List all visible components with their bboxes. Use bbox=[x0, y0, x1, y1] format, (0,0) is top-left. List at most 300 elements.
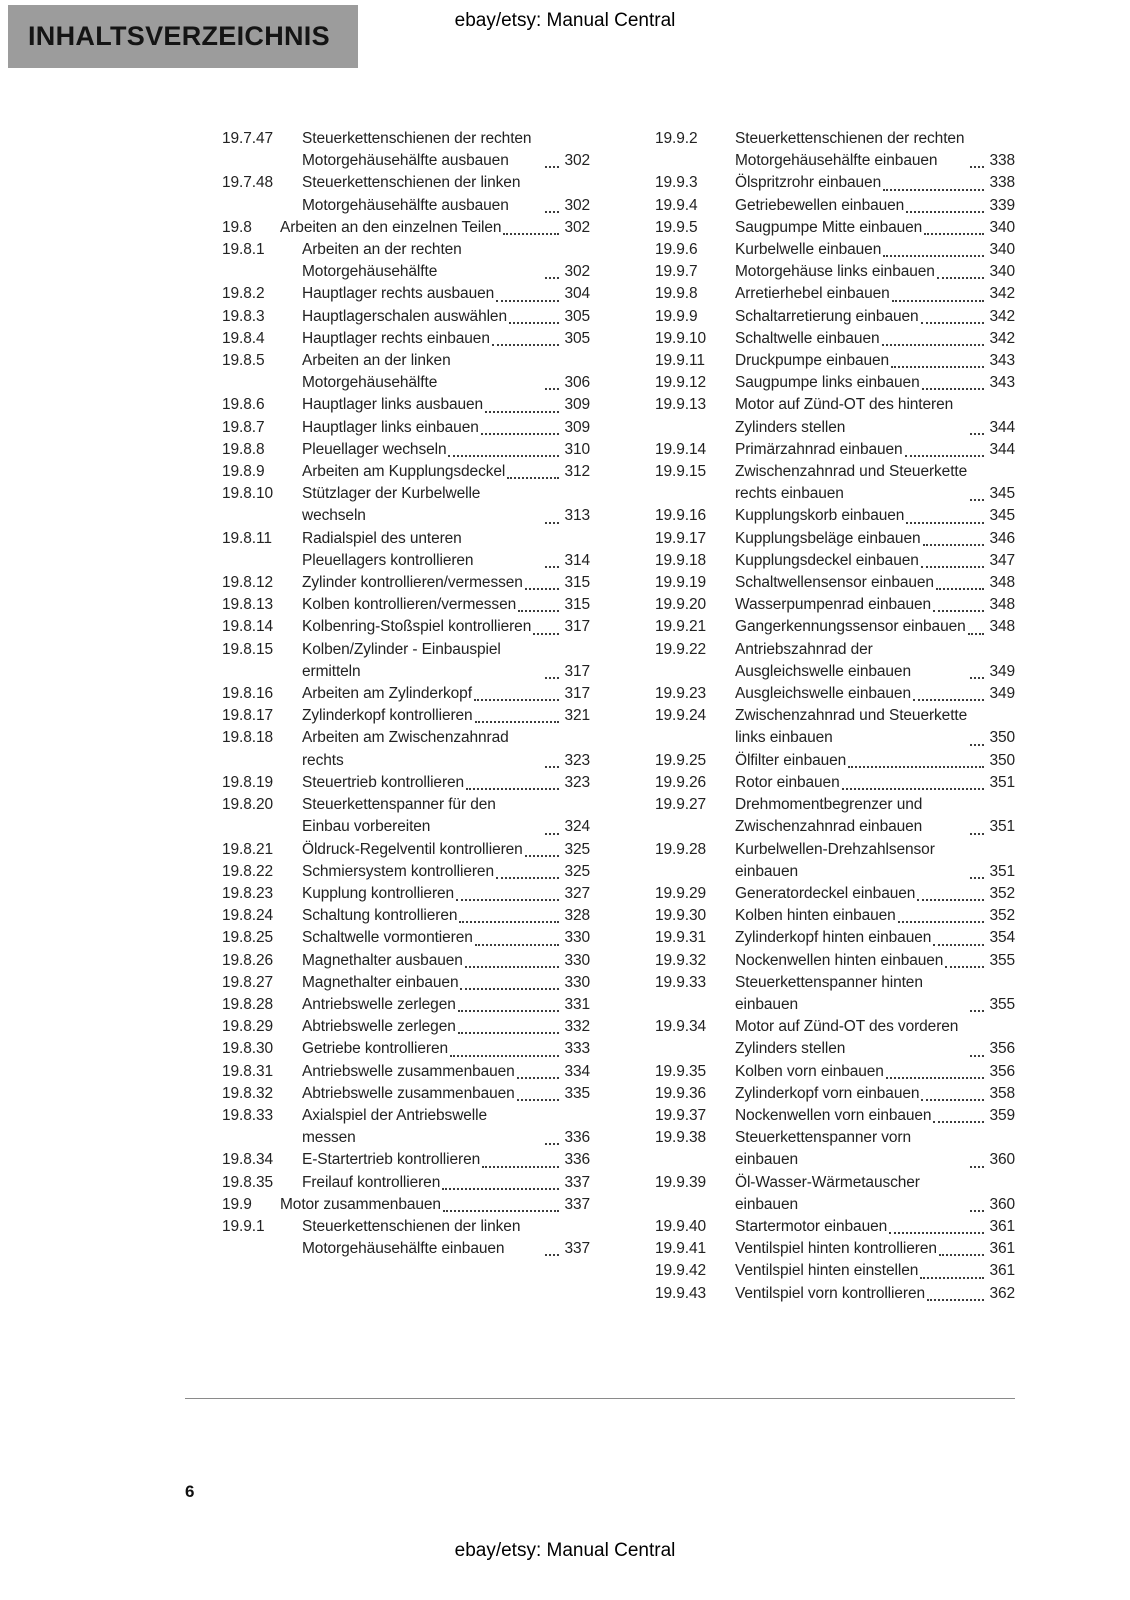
toc-leader-dots bbox=[970, 1166, 984, 1168]
toc-entry-page: 325 bbox=[564, 862, 590, 880]
toc-entry-number: 19.8.22 bbox=[222, 862, 274, 880]
toc-entry-number: 19.9.16 bbox=[655, 507, 707, 525]
toc-entry-number: 19.8.31 bbox=[222, 1062, 274, 1080]
toc-entry-body bbox=[302, 905, 590, 927]
toc-entry-page: 346 bbox=[989, 529, 1015, 547]
toc-entry-body bbox=[302, 1216, 590, 1260]
toc-entry-body bbox=[302, 705, 590, 727]
toc-leader-dots bbox=[442, 1188, 559, 1190]
toc-entry-title: Kolben/Zylinder - Einbauspiel ermitteln bbox=[302, 640, 501, 680]
toc-entry-body bbox=[735, 705, 1015, 749]
toc-entry bbox=[222, 572, 590, 594]
toc-entry-body bbox=[735, 439, 1015, 461]
toc-entry-title: Nockenwellen vorn einbauen bbox=[735, 1106, 932, 1124]
toc-entry-title: Ölfilter einbauen bbox=[735, 751, 847, 769]
toc-leader-dots bbox=[509, 322, 559, 324]
toc-entry-title: Ausgleichswelle einbauen bbox=[735, 685, 911, 703]
toc-entry-number: 19.8.7 bbox=[222, 418, 265, 436]
toc-entry-body bbox=[302, 461, 590, 483]
toc-entry-number: 19.9.6 bbox=[655, 241, 698, 259]
toc-entry-number: 19.9.11 bbox=[655, 352, 705, 370]
toc-entry bbox=[222, 861, 590, 883]
toc-entry-number: 19.8.11 bbox=[222, 529, 272, 547]
toc-leader-dots bbox=[465, 966, 560, 968]
toc-entry-body bbox=[302, 861, 590, 883]
toc-entry-title: Zwischenzahnrad und Steuerkette links einbauen bbox=[735, 707, 968, 747]
toc-leader-dots bbox=[924, 233, 984, 235]
toc-leader-dots bbox=[970, 833, 984, 835]
toc-entry bbox=[222, 683, 590, 705]
toc-entry-body bbox=[302, 839, 590, 861]
toc-entry-body bbox=[302, 950, 590, 972]
toc-entry-title: Steuerkettenschienen der rechten Motorgehäusehälfte ausbauen bbox=[302, 130, 532, 170]
toc-leader-dots bbox=[450, 1055, 559, 1057]
toc-leader-dots bbox=[905, 455, 985, 457]
toc-entry-title: Magnethalter ausbauen bbox=[302, 951, 463, 969]
document-title-footer: ebay/etsy: Manual Central bbox=[454, 1540, 676, 1561]
toc-entry-page: 337 bbox=[564, 1195, 590, 1213]
toc-entry-body bbox=[735, 950, 1015, 972]
toc-entry-page: 302 bbox=[564, 196, 590, 214]
toc-leader-dots bbox=[481, 433, 560, 435]
toc-leader-dots bbox=[883, 255, 984, 257]
toc-entry-title: Zylinder kontrollieren/vermessen bbox=[302, 574, 523, 592]
toc-entry-body bbox=[735, 195, 1015, 217]
toc-entry-body bbox=[735, 905, 1015, 927]
toc-entry bbox=[222, 461, 590, 483]
toc-entry-page: 325 bbox=[564, 840, 590, 858]
toc-entry-page: 313 bbox=[564, 507, 590, 525]
toc-entry-title: Zylinderkopf kontrollieren bbox=[302, 707, 473, 725]
toc-leader-dots bbox=[927, 1299, 984, 1301]
toc-entry-body bbox=[302, 350, 590, 394]
toc-entry bbox=[655, 372, 1015, 394]
toc-leader-dots bbox=[482, 1166, 559, 1168]
toc-entry bbox=[655, 972, 1015, 1016]
toc-entry bbox=[655, 639, 1015, 683]
toc-entry-body bbox=[302, 683, 590, 705]
toc-entry-page: 347 bbox=[989, 551, 1015, 569]
toc-leader-dots bbox=[933, 610, 984, 612]
toc-entry-body bbox=[735, 328, 1015, 350]
toc-entry bbox=[655, 616, 1015, 638]
toc-leader-dots bbox=[842, 788, 985, 790]
toc-entry-body bbox=[735, 927, 1015, 949]
toc-entry bbox=[222, 1149, 590, 1171]
toc-entry-page: 355 bbox=[989, 995, 1015, 1013]
toc-leader-dots bbox=[492, 344, 560, 346]
toc-entry-body bbox=[302, 616, 590, 638]
toc-entry bbox=[222, 350, 590, 394]
toc-entry-number: 19.9.42 bbox=[655, 1262, 707, 1280]
toc-entry-number: 19.9.4 bbox=[655, 196, 698, 214]
toc-entry-number: 19.9.30 bbox=[655, 907, 707, 925]
toc-entry-title: Schaltarretierung einbauen bbox=[735, 307, 919, 325]
toc-leader-dots bbox=[518, 610, 559, 612]
toc-entry bbox=[222, 994, 590, 1016]
toc-entry-page: 340 bbox=[989, 218, 1015, 236]
toc-entry-number: 19.9.31 bbox=[655, 929, 707, 947]
toc-leader-dots bbox=[970, 499, 984, 501]
toc-entry-number: 19.9.2 bbox=[655, 130, 698, 147]
toc-entry-page: 336 bbox=[564, 1129, 590, 1147]
toc-entry-page: 310 bbox=[564, 440, 590, 458]
toc-entry bbox=[222, 794, 590, 838]
toc-entry-number: 19.9.12 bbox=[655, 374, 707, 392]
toc-entry-number: 19.9.39 bbox=[655, 1173, 707, 1191]
toc-entry bbox=[222, 439, 590, 461]
toc-entry-number: 19.8.33 bbox=[222, 1106, 274, 1124]
toc-entry-title: Schmiersystem kontrollieren bbox=[302, 862, 494, 880]
toc-entry-body bbox=[735, 750, 1015, 772]
toc-leader-dots bbox=[545, 833, 559, 835]
toc-entry-page: 344 bbox=[989, 418, 1015, 436]
toc-entry-number: 19.8.29 bbox=[222, 1018, 274, 1036]
toc-entry-title: Schaltwelle einbauen bbox=[735, 329, 880, 347]
toc-entry bbox=[655, 1172, 1015, 1216]
toc-entry-number: 19.9.24 bbox=[655, 707, 707, 725]
toc-entry-page: 361 bbox=[989, 1217, 1015, 1235]
toc-entry-page: 302 bbox=[564, 152, 590, 170]
toc-entry bbox=[655, 683, 1015, 705]
toc-entry-body bbox=[302, 994, 590, 1016]
toc-entry-body bbox=[735, 461, 1015, 505]
toc-leader-dots bbox=[920, 1277, 984, 1279]
toc-entry-number: 19.8.17 bbox=[222, 707, 274, 725]
toc-entry-page: 315 bbox=[564, 596, 590, 614]
toc-entry-number: 19.9.19 bbox=[655, 574, 707, 592]
toc-entry bbox=[222, 727, 590, 771]
toc-entry-body bbox=[302, 883, 590, 905]
toc-entry-body bbox=[735, 772, 1015, 794]
toc-entry-body bbox=[302, 727, 590, 771]
toc-entry-body bbox=[302, 128, 590, 172]
toc-entry-title: Abtriebswelle zusammenbauen bbox=[302, 1084, 515, 1102]
toc-entry-number: 19.8.32 bbox=[222, 1084, 274, 1102]
toc-entry-title: Steuerkettenschienen der rechten Motorgehäusehälfte einbauen bbox=[735, 130, 965, 170]
toc-entry-page: 337 bbox=[564, 1173, 590, 1191]
toc-leader-dots bbox=[939, 1254, 985, 1256]
toc-entry-page: 351 bbox=[989, 862, 1015, 880]
document-title: ebay/etsy: Manual Central bbox=[454, 10, 676, 31]
toc-entry-number: 19.9.17 bbox=[655, 529, 707, 547]
toc-entry-body bbox=[302, 1038, 590, 1060]
toc-leader-dots bbox=[485, 411, 559, 413]
toc-entry-body bbox=[302, 1061, 590, 1083]
toc-entry-page: 345 bbox=[989, 485, 1015, 503]
toc-entry-page: 342 bbox=[989, 307, 1015, 325]
toc-entry-number: 19.9.1 bbox=[222, 1217, 265, 1235]
toc-entry bbox=[655, 283, 1015, 305]
toc-entry bbox=[655, 883, 1015, 905]
toc-leader-dots bbox=[970, 166, 984, 168]
toc-leader-dots bbox=[545, 766, 559, 768]
toc-entry-number: 19.9.38 bbox=[655, 1129, 707, 1147]
toc-entry bbox=[655, 927, 1015, 949]
toc-leader-dots bbox=[970, 877, 984, 879]
toc-entry-body bbox=[735, 283, 1015, 305]
toc-entry-page: 349 bbox=[989, 662, 1015, 680]
toc-entry-number: 19.8.21 bbox=[222, 840, 274, 858]
toc-entry bbox=[222, 128, 590, 172]
toc-entry-title: Hauptlager rechts ausbauen bbox=[302, 285, 495, 303]
toc-entry bbox=[222, 1083, 590, 1105]
toc-entry-page: 306 bbox=[564, 374, 590, 392]
toc-entry-title: Kurbelwellen-Drehzahlsensor einbauen bbox=[735, 840, 935, 880]
toc-entry bbox=[655, 261, 1015, 283]
toc-leader-dots bbox=[545, 522, 559, 524]
toc-entry-body bbox=[735, 1016, 1015, 1060]
toc-entry-page: 356 bbox=[989, 1040, 1015, 1058]
toc-leader-dots bbox=[921, 566, 985, 568]
toc-entry bbox=[222, 1216, 590, 1260]
toc-entry-body bbox=[302, 528, 590, 572]
toc-entry bbox=[655, 239, 1015, 261]
toc-entry-number: 19.8.24 bbox=[222, 907, 274, 925]
toc-entry-title: Druckpumpe einbauen bbox=[735, 352, 890, 370]
toc-entry-body bbox=[302, 439, 590, 461]
toc-entry-title: Drehmomentbegrenzer und Zwischenzahnrad einbauen bbox=[735, 796, 923, 836]
toc-entry-page: 324 bbox=[564, 818, 590, 836]
toc-leader-dots bbox=[545, 277, 559, 279]
toc-entry bbox=[655, 1127, 1015, 1171]
toc-entry-number: 19.8.18 bbox=[222, 729, 274, 747]
toc-entry-title: Zylinderkopf vorn einbauen bbox=[735, 1084, 920, 1102]
toc-entry-number: 19.9.28 bbox=[655, 840, 707, 858]
toc-entry bbox=[655, 572, 1015, 594]
toc-entry-number: 19.9.3 bbox=[655, 174, 698, 192]
toc-entry bbox=[655, 306, 1015, 328]
toc-entry-body bbox=[735, 639, 1015, 683]
toc-entry-number: 19.9.14 bbox=[655, 440, 707, 458]
toc-leader-dots bbox=[970, 744, 984, 746]
toc-entry-page: 323 bbox=[564, 773, 590, 791]
toc-entry bbox=[655, 550, 1015, 572]
toc-entry-title: Zylinderkopf hinten einbauen bbox=[735, 929, 932, 947]
toc-entry-number: 19.8.3 bbox=[222, 307, 265, 325]
toc-entry bbox=[222, 417, 590, 439]
toc-entry bbox=[655, 1260, 1015, 1282]
toc-entry-page: 304 bbox=[564, 285, 590, 303]
toc-entry-number: 19.9.41 bbox=[655, 1240, 707, 1258]
toc-entry-title: Ventilspiel hinten einstellen bbox=[735, 1262, 919, 1280]
toc-entry-title: Axialspiel der Antriebswelle messen bbox=[302, 1106, 488, 1147]
toc-entry-body bbox=[735, 1216, 1015, 1238]
toc-entry-body bbox=[735, 306, 1015, 328]
toc-entry-title: Arbeiten an den einzelnen Teilen bbox=[280, 218, 502, 236]
toc-entry-title: Steuerkettenschienen der linken Motorgehäusehälfte einbauen bbox=[302, 1217, 521, 1258]
toc-entry-number: 19.8 bbox=[222, 218, 252, 236]
toc-entry-body bbox=[280, 217, 590, 239]
toc-entry-title: Stützlager der Kurbelwelle wechseln bbox=[302, 485, 481, 525]
toc-entry-body bbox=[735, 839, 1015, 883]
toc-entry bbox=[655, 528, 1015, 550]
toc-entry-body bbox=[302, 1105, 590, 1149]
toc-entry-title: Ventilspiel hinten kontrollieren bbox=[735, 1240, 937, 1258]
toc-entry-body bbox=[302, 328, 590, 350]
toc-entry-body bbox=[302, 572, 590, 594]
toc-column-right bbox=[655, 128, 1015, 1305]
toc-entry-title: Öl-Wasser-Wärmetauscher einbauen bbox=[735, 1173, 920, 1213]
toc-entry-body bbox=[302, 239, 590, 283]
toc-leader-dots bbox=[496, 300, 559, 302]
toc-entry-number: 19.8.10 bbox=[222, 485, 274, 503]
toc-entry-body bbox=[735, 1105, 1015, 1127]
toc-entry-title: Primärzahnrad einbauen bbox=[735, 440, 903, 458]
toc-leader-dots bbox=[545, 388, 559, 390]
toc-entry bbox=[655, 172, 1015, 194]
toc-entry-title: Arbeiten am Zylinderkopf bbox=[302, 685, 472, 703]
toc-entry-title: Gangerkennungssensor einbauen bbox=[735, 618, 966, 636]
toc-entry-body bbox=[735, 1061, 1015, 1083]
toc-entry-page: 327 bbox=[564, 884, 590, 902]
toc-entry-body bbox=[735, 616, 1015, 638]
toc-entry-body bbox=[735, 1127, 1015, 1171]
toc-entry-page: 309 bbox=[564, 418, 590, 436]
toc-entry-page: 317 bbox=[564, 662, 590, 680]
toc-entry bbox=[655, 461, 1015, 505]
toc-entry-title: Steuerkettenspanner hinten einbauen bbox=[735, 973, 923, 1013]
toc-entry-number: 19.9.22 bbox=[655, 640, 707, 658]
toc-entry-body bbox=[735, 372, 1015, 394]
toc-entry-title: Kupplungskorb einbauen bbox=[735, 507, 905, 525]
toc-leader-dots bbox=[545, 566, 559, 568]
toc-entry-title: Schaltwellensensor einbauen bbox=[735, 574, 934, 592]
toc-leader-dots bbox=[545, 677, 559, 679]
toc-entry-page: 336 bbox=[564, 1151, 590, 1169]
toc-entry-page: 330 bbox=[564, 951, 590, 969]
toc-entry-body bbox=[302, 394, 590, 416]
toc-entry-number: 19.9.9 bbox=[655, 307, 698, 325]
toc-entry-body bbox=[302, 594, 590, 616]
toc-leader-dots bbox=[937, 277, 985, 279]
toc-entry-page: 330 bbox=[564, 973, 590, 991]
toc-entry-body bbox=[735, 550, 1015, 572]
toc-entry-body bbox=[302, 1016, 590, 1038]
toc-entry bbox=[655, 1238, 1015, 1260]
toc-leader-dots bbox=[886, 1077, 985, 1079]
toc-entry-body bbox=[735, 128, 1015, 172]
toc-entry bbox=[222, 1016, 590, 1038]
toc-leader-dots bbox=[970, 433, 984, 435]
toc-leader-dots bbox=[945, 966, 984, 968]
toc-entry bbox=[222, 1038, 590, 1060]
toc-entry-body bbox=[735, 1260, 1015, 1282]
toc-entry bbox=[655, 328, 1015, 350]
toc-entry bbox=[655, 1061, 1015, 1083]
toc-entry bbox=[655, 750, 1015, 772]
toc-entry bbox=[222, 172, 590, 216]
toc-entry-number: 19.9.15 bbox=[655, 463, 707, 481]
toc-entry-page: 334 bbox=[564, 1062, 590, 1080]
toc-entry bbox=[222, 772, 590, 794]
toc-entry bbox=[222, 883, 590, 905]
toc-entry-page: 309 bbox=[564, 396, 590, 414]
toc-entry-body bbox=[735, 883, 1015, 905]
toc-entry-title: Wasserpumpenrad einbauen bbox=[735, 596, 932, 614]
toc-entry-title: Hauptlager links einbauen bbox=[302, 418, 479, 436]
toc-entry-number: 19.9.36 bbox=[655, 1084, 707, 1102]
toc-entry-page: 360 bbox=[989, 1195, 1015, 1213]
toc-entry-title: Pleuellager wechseln bbox=[302, 440, 447, 458]
toc-entry-title: Generatordeckel einbauen bbox=[735, 884, 916, 902]
toc-leader-dots bbox=[503, 233, 559, 235]
toc-entry-number: 19.8.27 bbox=[222, 973, 274, 991]
toc-entry-page: 331 bbox=[564, 995, 590, 1013]
toc-leader-dots bbox=[917, 899, 984, 901]
toc-entry-page: 342 bbox=[989, 329, 1015, 347]
toc-entry-title: Radialspiel des unteren Pleuellagers kontrollieren bbox=[302, 529, 474, 569]
toc-entry-body bbox=[735, 394, 1015, 438]
toc-entry-body bbox=[280, 1194, 590, 1216]
toc-entry-title: Kolben hinten einbauen bbox=[735, 907, 896, 925]
toc-entry-title: Steuerkettenspanner vorn einbauen bbox=[735, 1129, 911, 1169]
toc-leader-dots bbox=[848, 766, 984, 768]
toc-entry-page: 317 bbox=[564, 685, 590, 703]
toc-entry bbox=[655, 1216, 1015, 1238]
toc-entry bbox=[222, 217, 590, 239]
toc-entry-number: 19.8.4 bbox=[222, 329, 265, 347]
toc-leader-dots bbox=[460, 988, 559, 990]
toc-entry-number: 19.8.35 bbox=[222, 1173, 274, 1191]
toc-entry-title: Motor zusammenbauen bbox=[280, 1195, 441, 1213]
toc-entry-page: 314 bbox=[564, 551, 590, 569]
toc-entry-page: 352 bbox=[989, 907, 1015, 925]
toc-entry bbox=[222, 394, 590, 416]
toc-leader-dots bbox=[458, 1032, 560, 1034]
toc-entry-title: Steuerkettenspanner für den Einbau vorbereiten bbox=[302, 796, 496, 836]
toc-entry-number: 19.9.32 bbox=[655, 951, 707, 969]
toc-entry-body bbox=[735, 239, 1015, 261]
toc-entry-page: 342 bbox=[989, 285, 1015, 303]
toc-entry-number: 19.9.26 bbox=[655, 773, 707, 791]
toc-entry-title: Kupplungsdeckel einbauen bbox=[735, 551, 919, 569]
toc-entry-title: Kupplungsbeläge einbauen bbox=[735, 529, 921, 547]
toc-entry bbox=[222, 905, 590, 927]
toc-entry-page: 340 bbox=[989, 263, 1015, 281]
toc-entry-body bbox=[735, 350, 1015, 372]
toc-entry-title: Abtriebswelle zerlegen bbox=[302, 1018, 456, 1036]
toc-entry-body bbox=[735, 594, 1015, 616]
toc-entry-title: Rotor einbauen bbox=[735, 773, 840, 791]
toc-entry-title: Motor auf Zünd-OT des vorderen Zylinders stellen bbox=[735, 1018, 959, 1058]
toc-leader-dots bbox=[507, 477, 559, 479]
toc-entry-number: 19.8.6 bbox=[222, 396, 265, 414]
toc-heading-box bbox=[8, 5, 358, 68]
toc-entry bbox=[222, 972, 590, 994]
toc-entry-page: 315 bbox=[564, 574, 590, 592]
toc-entry-body bbox=[302, 772, 590, 794]
toc-entry-page: 302 bbox=[564, 263, 590, 281]
toc-entry bbox=[222, 283, 590, 305]
toc-entry bbox=[655, 839, 1015, 883]
toc-entry bbox=[655, 394, 1015, 438]
toc-entry-number: 19.9.33 bbox=[655, 973, 707, 991]
toc-entry-page: 348 bbox=[989, 574, 1015, 592]
toc-entry-page: 359 bbox=[989, 1106, 1015, 1124]
toc-leader-dots bbox=[921, 322, 985, 324]
toc-entry bbox=[655, 195, 1015, 217]
toc-leader-dots bbox=[456, 899, 559, 901]
toc-entry-title: Kolben vorn einbauen bbox=[735, 1062, 884, 1080]
toc-entry-page: 350 bbox=[989, 751, 1015, 769]
toc-entry-number: 19.7.48 bbox=[222, 174, 274, 192]
toc-entry-title: Hauptlager rechts einbauen bbox=[302, 329, 490, 347]
toc-entry-number: 19.9.10 bbox=[655, 329, 707, 347]
toc-entry bbox=[655, 772, 1015, 794]
toc-entry bbox=[222, 1194, 590, 1216]
toc-entry-body bbox=[735, 261, 1015, 283]
